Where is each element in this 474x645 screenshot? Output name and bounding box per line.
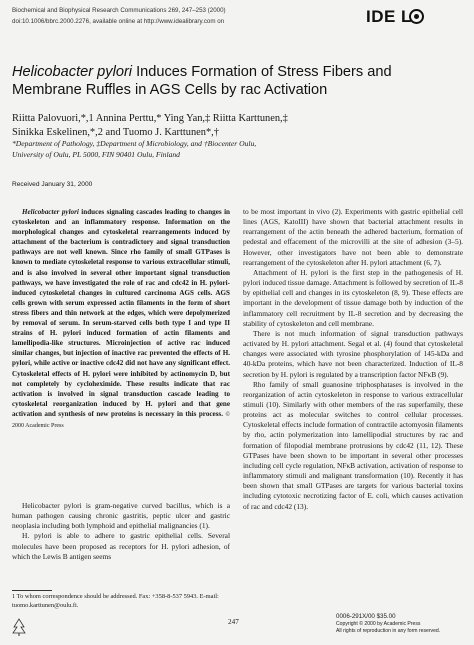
copyright-line-2: All rights of reproduction in any form reserved. xyxy=(336,627,441,634)
abstract-species: Helicobacter pylori xyxy=(22,208,79,216)
author-list xyxy=(12,112,462,139)
authors-line-2: Sinikka Eskelinen,*,2 and Tuomo J. Karttunen*,† xyxy=(12,126,219,138)
left-column-body xyxy=(12,501,230,562)
affiliation-line-2: University of Oulu, PL 5000, FIN 90401 Oulu, Finland xyxy=(12,150,180,159)
copyright-block xyxy=(336,614,466,634)
abstract-copyright: © 2000 Academic Press xyxy=(12,411,230,429)
journal-citation: Biochemical and Biophysical Research Communications 269, 247–253 (2000) xyxy=(12,7,226,14)
journal-header xyxy=(12,5,282,27)
authors-line-1: Riitta Palovuori,*,1 Annina Perttu,* Ying Yan,‡ Riitta Karttunen,‡ xyxy=(12,113,288,124)
page-number: 247 xyxy=(228,618,239,626)
title-rest: Induces Formation of Stress Fibers and Membrane Ruffles in AGS Cells by rac Activation xyxy=(12,64,392,98)
left-paragraph-2: H. pylori is able to adhere to gastric epithelial cells. Several molecules have been proposed as receptors for H. pylori adhesion, of which the Lewis B antigen seems xyxy=(12,531,230,561)
publisher-tree-icon xyxy=(12,618,26,636)
right-paragraph-2: There is not much information of signal transduction pathways activated by H. pylori attachment. Segal et al. (4) found that cytoskeletal changes were associated with tyrosine phosphorylation of 145-kDa and 40-kDa proteins, which have not been characterized. Induction of IL-8 secretion by H. pylori is regulated by a transcription factor NFκB (9). xyxy=(243,328,463,379)
right-column-body xyxy=(243,207,463,512)
affiliation xyxy=(12,138,462,160)
issn-price: 0006-291X/00 $35.00 xyxy=(336,613,396,620)
received-date: Received January 31, 2000 xyxy=(12,181,93,188)
footnote-text: 1 To whom correspondence should be addressed. Fax: +358-8-537 5943. E-mail: tuomo.karttunen@oulu.fi. xyxy=(12,593,219,609)
right-paragraph-3: Rho family of small guanosine triphosphatases is involved in the reorganization of actin cytoskeleton in response to various extracellular stimuli (10). Similarly with other members of the ras superfamily, these proteins act as molecular switches to control cellular processes. Cytoskeletal effects include formation of contractile actomyosin filaments by rho, actin polymerization into lamellipodial structures by rac and formation of filopodial membrane protrusions by cdc42 (11, 12). These GTPases have been shown to be important in several other processes including cell cycle regulation, NFκB activation, activation of response to inflammatory stimuli and malignant transformation (10). Recently it has been shown that small GTPases are targets for various bacterial toxins including cytotoxic necrotizing factor of E. coli, which causes activation of rac and cdc42 (13). xyxy=(243,379,463,511)
article-title xyxy=(12,64,462,99)
footnote xyxy=(12,590,230,610)
left-paragraph-1: Helicobacter pylori is gram-negative curved bacillus, which is a human pathogen causing chronic gastritis, peptic ulcer and gastric neoplasia including both lymphoid and epithelial malignancies (1). xyxy=(12,501,230,531)
right-paragraph-0: to be most important in vivo (2). Experiments with gastric epithelial cell lines (AGS, KatoIII) have shown that bacterial attachment results in rearrangement of the actin beneath the adhered bacterium, formation of pedestal and effacement of the microvilli at the site of adhesion (3–5). However, other investigators have not been able to demonstrate rearrangement of the cytoskeleton after H. pylori attachment (6, 7). xyxy=(243,207,463,267)
ideal-logo[interactable] xyxy=(334,9,460,29)
copyright-line-1: Copyright © 2000 by Academic Press xyxy=(336,620,421,627)
title-species: Helicobacter pylori xyxy=(12,64,133,80)
ideal-logo-circle-icon xyxy=(409,9,424,24)
doi-line: doi:10.1006/bbrc.2000.2276, available online at http://www.idealibrary.com on xyxy=(12,18,225,25)
abstract-text: induces signaling cascades leading to changes in cytoskeleton and an inflammatory response. Information on the morphological changes and cytoskeletal rearrangements induced by attachment of the bacterium is contradictory and signal transduction pathways are not well known. Since rho family of small GTPases is known to mediate cytoskeletal response to various extracellular stimuli, and is also involved in several other important signal transduction pathways, we have investigated the role of rac and cdc42 in H. pylori-induced cytoskeletal changes in cultured carcinoma AGS cells. AGS cells grown with serum expressed actin filaments in the form of short stress fibers and thin network at the edges, which were depolymerized by removal of serum. In serum-starved cells both type I and type II strains of H. pylori induced formation of actin filaments and lamellipodia-like structures. Microinjection of active rac induced similar changes, but injection of inactive rac prevented the effects of H. pylori, while active or inactive cdc42 did not have any significant effect. Cytoskeletal effects of H. pylori were inhibited by actinomycin D, but not completely by cycloheximide. These results indicate that rac activation is involved in signal transduction cascade leading to cytoskeletal reorganization induced by H. pylori and that gene activation and synthesis of new proteins is necessary in this process. xyxy=(12,208,230,418)
ideal-logo-text: IDE L xyxy=(366,7,412,26)
right-paragraph-1: Attachment of H. pylori is the first step in the pathogenesis of H. pylori induced tissue damage. Attachment is followed by secretion of IL-8 by epithelial cell and changes in its cytoskeleton (8, 9). These effects are important in the development of tissue damage both by induction of the inflammatory cell recruitment by IL-8 secretion and by decreasing the stability of cytoskeleton and cell membrane. xyxy=(243,267,463,328)
affiliation-line-1: *Department of Pathology, ‡Department of Microbiology, and †Biocenter Oulu, xyxy=(12,139,257,148)
abstract xyxy=(12,207,230,431)
footnote-rule xyxy=(12,590,52,591)
